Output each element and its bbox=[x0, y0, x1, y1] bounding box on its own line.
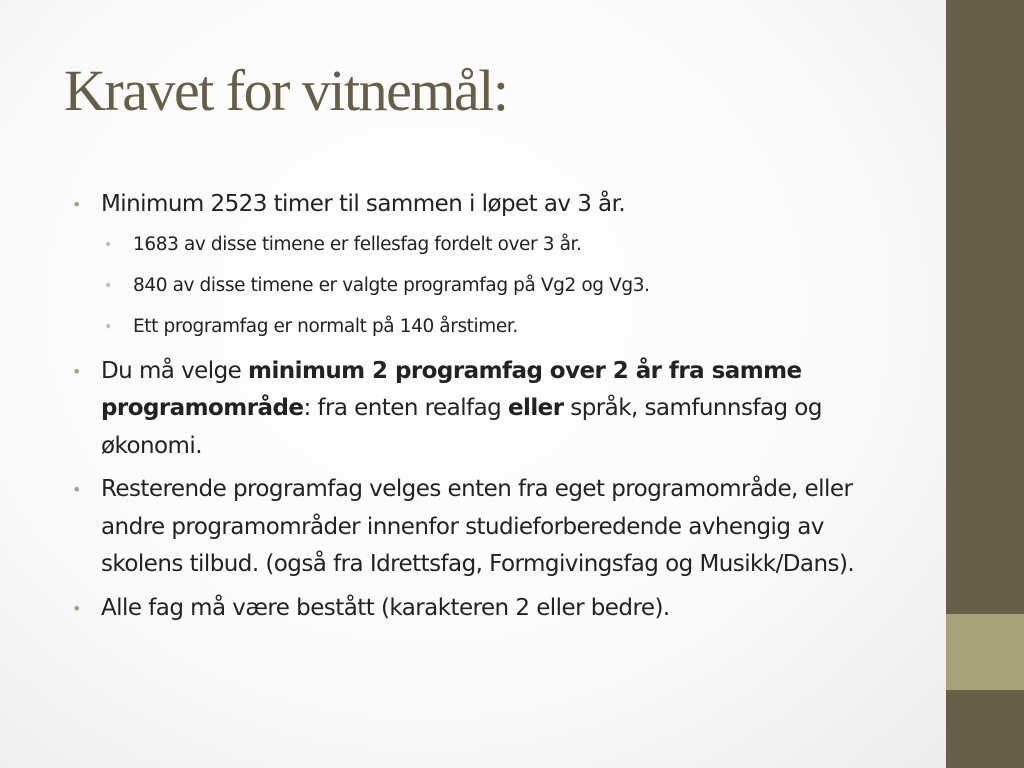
bullet-text-bold: eller bbox=[507, 395, 564, 421]
bullet-item-2 bbox=[72, 353, 902, 466]
sub-bullet-text: Ett programfag er normalt på 140 årstimer. bbox=[133, 315, 518, 337]
bullet-text-bold: minimum 2 programfag over 2 år fra samme programområde bbox=[101, 357, 802, 421]
sub-bullet-item-3 bbox=[104, 312, 902, 342]
sub-bullet-item-2 bbox=[104, 271, 902, 301]
sub-bullet-text: 840 av disse timene er valgte programfag på Vg2 og Vg3. bbox=[133, 274, 650, 296]
bullet-text: Resterende programfag velges enten fra eget programområde, eller andre programområder innenfor studieforberedende avhengig av skolens tilbud. (også fra Idrettsfag, Formgivingsfag og Musikk/Dans). bbox=[101, 476, 855, 577]
sub-bullet-icon: • bbox=[104, 277, 112, 294]
slide-title: Kravet for vitnemål: bbox=[64, 58, 508, 123]
decorative-side-accent bbox=[946, 614, 1024, 690]
sub-bullet-text: 1683 av disse timene er fellesfag fordelt over 3 år. bbox=[133, 233, 582, 255]
bullet-text-part: Du må velge bbox=[101, 357, 249, 384]
bullet-icon: • bbox=[72, 361, 81, 381]
bullet-icon: • bbox=[72, 195, 81, 214]
bullet-text: Minimum 2523 timer til sammen i løpet av 3 år. bbox=[101, 191, 626, 217]
sub-bullet-item-1 bbox=[104, 230, 902, 260]
bullet-text-part: språk, samfunnsfag og økonomi. bbox=[101, 395, 822, 459]
bullet-list bbox=[72, 186, 902, 633]
bullet-item-4 bbox=[72, 590, 902, 628]
sub-bullet-icon: • bbox=[104, 318, 112, 335]
bullet-item-3 bbox=[72, 471, 902, 584]
bullet-text-part: : fra enten realfag bbox=[303, 395, 508, 421]
sub-bullet-icon: • bbox=[104, 236, 112, 253]
bullet-item-1 bbox=[72, 186, 902, 224]
bullet-icon: • bbox=[72, 598, 81, 618]
bullet-text: Alle fag må være bestått (karakteren 2 eller bedre). bbox=[101, 594, 670, 621]
bullet-icon: • bbox=[72, 480, 81, 499]
